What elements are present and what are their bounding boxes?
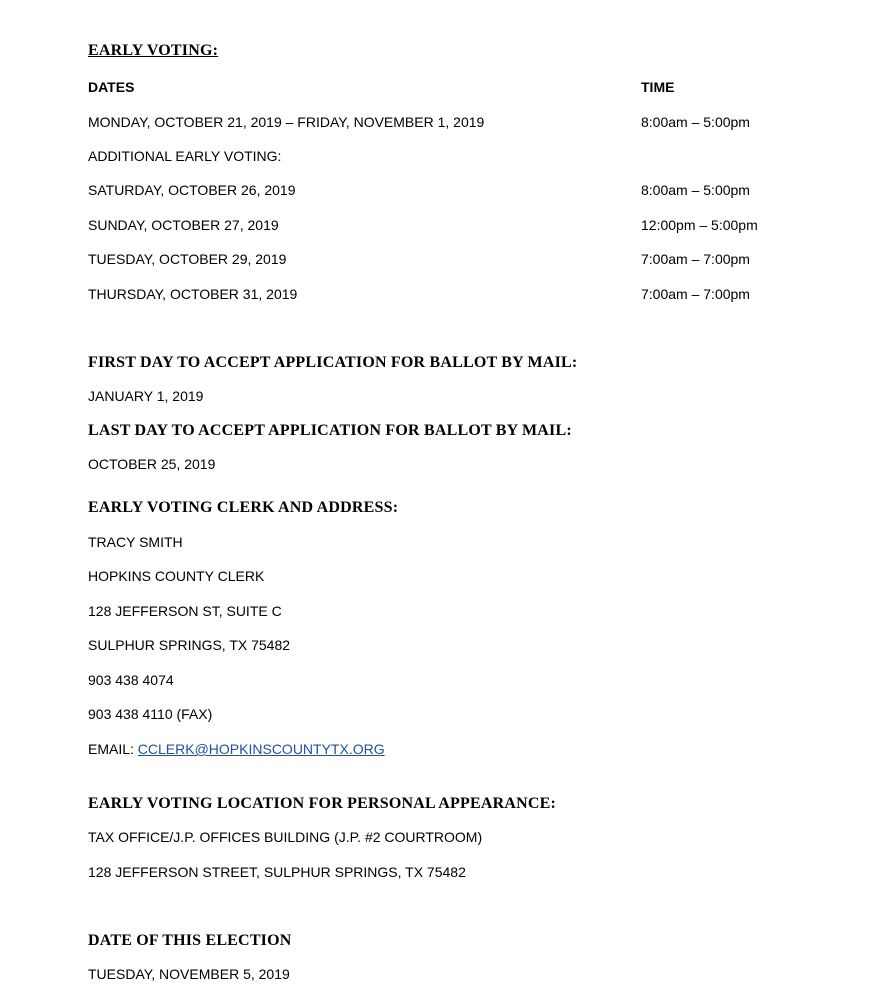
clerk-city: SULPHUR SPRINGS, TX 75482 bbox=[88, 637, 291, 653]
email-link[interactable]: CCLERK@HOPKINSCOUNTYTX.ORG bbox=[137, 741, 385, 757]
schedule-row-date: TUESDAY, OCTOBER 29, 2019 bbox=[88, 251, 287, 267]
location-building: TAX OFFICE/J.P. OFFICES BUILDING (J.P. #2 COURTROOM) bbox=[88, 829, 483, 845]
schedule-row-date: SUNDAY, OCTOBER 27, 2019 bbox=[88, 217, 279, 233]
clerk-phone: 903 438 4074 bbox=[88, 672, 174, 688]
clerk-heading: EARLY VOTING CLERK AND ADDRESS: bbox=[88, 499, 399, 516]
election-date-value: TUESDAY, NOVEMBER 5, 2019 bbox=[88, 966, 290, 982]
election-date-heading: DATE OF THIS ELECTION bbox=[88, 932, 292, 949]
email-label: EMAIL: bbox=[88, 741, 138, 757]
last-day-mail-heading: LAST DAY TO ACCEPT APPLICATION FOR BALLOT BY MAIL: bbox=[88, 422, 572, 439]
clerk-title: HOPKINS COUNTY CLERK bbox=[88, 568, 265, 584]
schedule-row-date: MONDAY, OCTOBER 21, 2019 – FRIDAY, NOVEMBER 1, 2019 bbox=[88, 114, 485, 130]
schedule-row-time: 8:00am – 5:00pm bbox=[641, 114, 750, 130]
schedule-row-date: THURSDAY, OCTOBER 31, 2019 bbox=[88, 286, 298, 302]
additional-early-voting-label: ADDITIONAL EARLY VOTING: bbox=[88, 148, 282, 164]
time-column-header: TIME bbox=[641, 79, 675, 95]
schedule-row-time: 7:00am – 7:00pm bbox=[641, 251, 750, 267]
clerk-email-line bbox=[88, 741, 385, 757]
schedule-row-time: 12:00pm – 5:00pm bbox=[641, 217, 758, 233]
last-day-mail-value: OCTOBER 25, 2019 bbox=[88, 456, 216, 472]
dates-column-header: DATES bbox=[88, 79, 135, 95]
first-day-mail-heading: FIRST DAY TO ACCEPT APPLICATION FOR BALLOT BY MAIL: bbox=[88, 354, 578, 371]
first-day-mail-value: JANUARY 1, 2019 bbox=[88, 388, 204, 404]
schedule-row-date: SATURDAY, OCTOBER 26, 2019 bbox=[88, 182, 296, 198]
clerk-name: TRACY SMITH bbox=[88, 534, 183, 550]
early-voting-heading: EARLY VOTING: bbox=[88, 42, 219, 59]
clerk-street: 128 JEFFERSON ST, SUITE C bbox=[88, 603, 282, 619]
clerk-fax: 903 438 4110 (FAX) bbox=[88, 706, 213, 722]
location-heading: EARLY VOTING LOCATION FOR PERSONAL APPEARANCE: bbox=[88, 795, 557, 812]
schedule-row-time: 8:00am – 5:00pm bbox=[641, 182, 750, 198]
location-address: 128 JEFFERSON STREET, SULPHUR SPRINGS, TX 75482 bbox=[88, 864, 466, 880]
schedule-row-time: 7:00am – 7:00pm bbox=[641, 286, 750, 302]
